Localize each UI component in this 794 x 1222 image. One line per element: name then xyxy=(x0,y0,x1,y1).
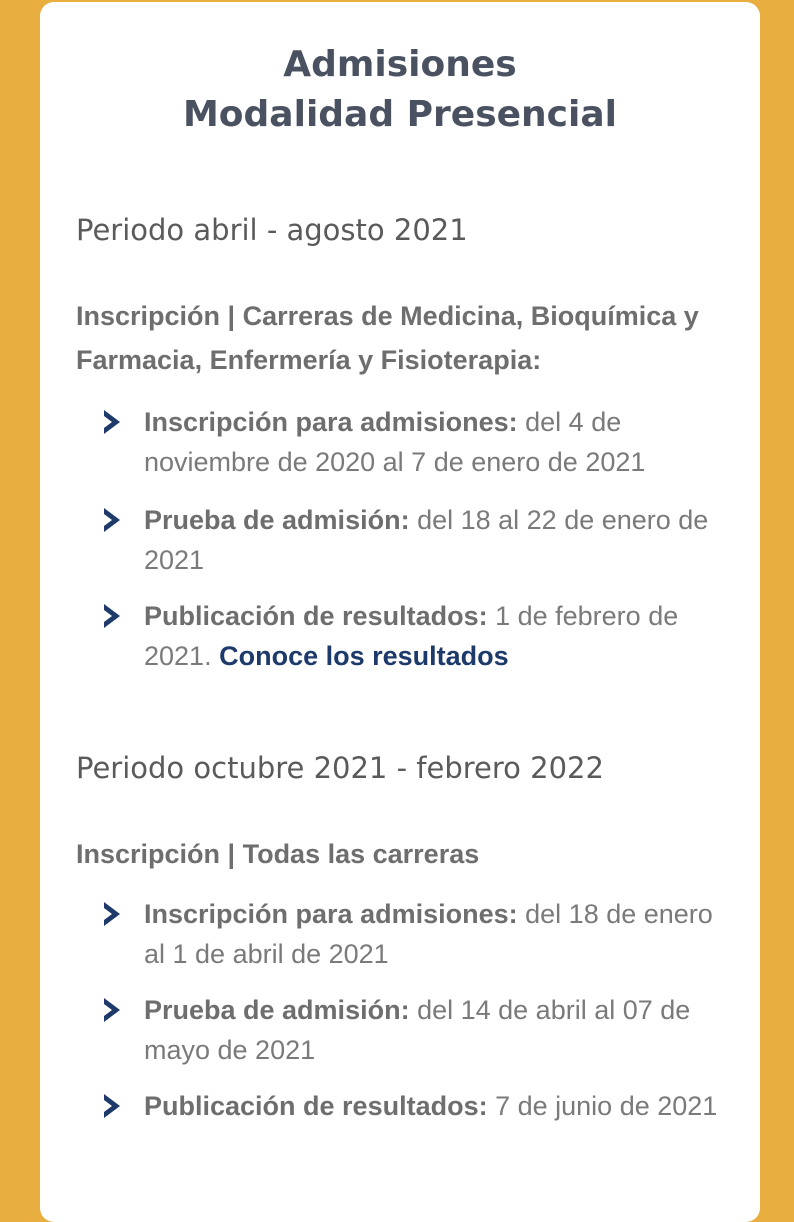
results-link[interactable]: Conoce los resultados xyxy=(219,641,509,671)
item-value: del 14 de abril al 07 de mayo de 2021 xyxy=(144,995,691,1065)
chevron-right-icon xyxy=(100,506,124,534)
title-line-1: Admisiones xyxy=(283,44,517,85)
chevron-right-icon xyxy=(100,408,124,436)
chevron-right-icon xyxy=(100,900,124,928)
title-line-2: Modalidad Presencial xyxy=(182,94,617,135)
item-value: 7 de junio de 2021 xyxy=(495,1091,718,1121)
chevron-right-icon xyxy=(100,602,124,630)
item-label: Inscripción para admisiones: xyxy=(144,899,518,929)
section-1-heading: Inscripción | Carreras de Medicina, Bioquímica y Farmacia, Enfermería y Fisioterapia: xyxy=(76,301,699,375)
section-2-heading: Inscripción | Todas las carreras xyxy=(76,839,480,869)
chevron-right-icon xyxy=(100,1092,124,1120)
item-value: del 18 al 22 de enero de 2021 xyxy=(144,505,709,575)
admissions-card xyxy=(40,2,760,1222)
item-label: Prueba de admisión: xyxy=(144,505,410,535)
item-value: 1 de febrero de 2021. xyxy=(144,601,679,671)
item-label: Inscripción para admisiones: xyxy=(144,407,518,437)
item-value: del 18 de enero al 1 de abril de 2021 xyxy=(144,899,713,969)
period-1-title: Periodo abril - agosto 2021 xyxy=(76,213,468,247)
chevron-right-icon xyxy=(100,996,124,1024)
item-label: Publicación de resultados: xyxy=(144,1091,488,1121)
item-label: Prueba de admisión: xyxy=(144,995,410,1025)
page-title xyxy=(40,40,760,140)
period-2-title: Periodo octubre 2021 - febrero 2022 xyxy=(76,751,604,785)
item-label: Publicación de resultados: xyxy=(144,601,488,631)
item-value: del 4 de noviembre de 2020 al 7 de enero de 2021 xyxy=(144,407,646,477)
